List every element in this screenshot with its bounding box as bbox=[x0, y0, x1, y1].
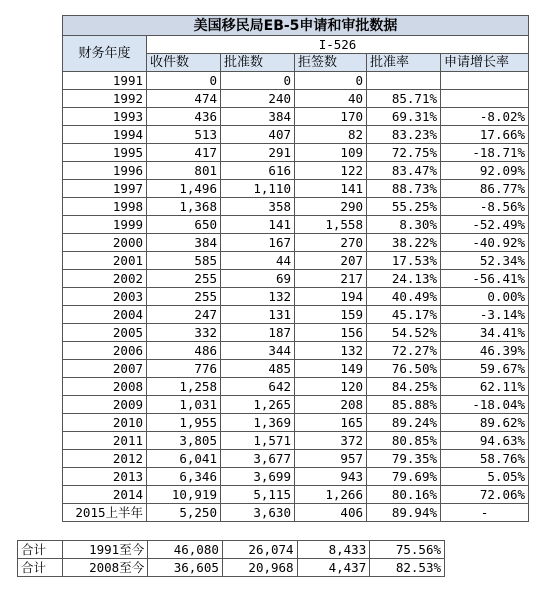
approved-cell: 141 bbox=[221, 216, 295, 234]
rate-cell: 76.50% bbox=[367, 360, 441, 378]
rate-cell: 54.52% bbox=[367, 324, 441, 342]
rate-cell: 69.31% bbox=[367, 108, 441, 126]
denied-cell: 165 bbox=[295, 414, 367, 432]
column-header-approved: 批准数 bbox=[221, 54, 295, 72]
growth-cell bbox=[441, 90, 529, 108]
table-row bbox=[63, 162, 529, 180]
rate-cell: 80.16% bbox=[367, 486, 441, 504]
approved-cell: 1,110 bbox=[221, 180, 295, 198]
rate-cell: 85.88% bbox=[367, 396, 441, 414]
table-row bbox=[63, 108, 529, 126]
rate-cell: 8.30% bbox=[367, 216, 441, 234]
growth-cell: -8.02% bbox=[441, 108, 529, 126]
rate-cell: 80.85% bbox=[367, 432, 441, 450]
approved-cell: 358 bbox=[221, 198, 295, 216]
growth-cell: 89.62% bbox=[441, 414, 529, 432]
totals-table bbox=[17, 540, 445, 577]
table-row bbox=[63, 378, 529, 396]
received-cell: 332 bbox=[147, 324, 221, 342]
denied-cell: 372 bbox=[295, 432, 367, 450]
table-row bbox=[63, 414, 529, 432]
year-cell: 1996 bbox=[63, 162, 147, 180]
denied-cell: 1,266 bbox=[295, 486, 367, 504]
denied-cell: 149 bbox=[295, 360, 367, 378]
denied-cell: 270 bbox=[295, 234, 367, 252]
totals-denied: 8,433 bbox=[297, 541, 370, 559]
fiscal-year-header: 财务年度 bbox=[63, 36, 147, 72]
approved-cell: 407 bbox=[221, 126, 295, 144]
totals-period: 1991至今 bbox=[63, 541, 148, 559]
growth-cell: -52.49% bbox=[441, 216, 529, 234]
table-row bbox=[63, 396, 529, 414]
growth-cell: 58.76% bbox=[441, 450, 529, 468]
approved-cell: 187 bbox=[221, 324, 295, 342]
denied-cell: 208 bbox=[295, 396, 367, 414]
received-cell: 474 bbox=[147, 90, 221, 108]
totals-approved: 26,074 bbox=[222, 541, 297, 559]
denied-cell: 40 bbox=[295, 90, 367, 108]
denied-cell: 290 bbox=[295, 198, 367, 216]
year-cell: 2009 bbox=[63, 396, 147, 414]
denied-cell: 207 bbox=[295, 252, 367, 270]
received-cell: 1,955 bbox=[147, 414, 221, 432]
year-cell: 1994 bbox=[63, 126, 147, 144]
denied-cell: 1,558 bbox=[295, 216, 367, 234]
approved-cell: 0 bbox=[221, 72, 295, 90]
denied-cell: 170 bbox=[295, 108, 367, 126]
received-cell: 776 bbox=[147, 360, 221, 378]
totals-approved: 20,968 bbox=[222, 559, 297, 577]
approved-cell: 3,677 bbox=[221, 450, 295, 468]
approved-cell: 5,115 bbox=[221, 486, 295, 504]
table-row bbox=[63, 306, 529, 324]
rate-cell: 83.23% bbox=[367, 126, 441, 144]
growth-cell: -18.71% bbox=[441, 144, 529, 162]
table-row bbox=[63, 468, 529, 486]
year-cell: 1992 bbox=[63, 90, 147, 108]
rate-cell bbox=[367, 72, 441, 90]
rate-cell: 83.47% bbox=[367, 162, 441, 180]
approved-cell: 131 bbox=[221, 306, 295, 324]
received-cell: 6,346 bbox=[147, 468, 221, 486]
totals-received: 46,080 bbox=[148, 541, 223, 559]
received-cell: 3,805 bbox=[147, 432, 221, 450]
approved-cell: 3,699 bbox=[221, 468, 295, 486]
growth-cell: -8.56% bbox=[441, 198, 529, 216]
table-row bbox=[63, 234, 529, 252]
year-cell: 2008 bbox=[63, 378, 147, 396]
growth-cell: 62.11% bbox=[441, 378, 529, 396]
received-cell: 1,496 bbox=[147, 180, 221, 198]
growth-cell: 52.34% bbox=[441, 252, 529, 270]
received-cell: 5,250 bbox=[147, 504, 221, 522]
rate-cell: 89.24% bbox=[367, 414, 441, 432]
approved-cell: 344 bbox=[221, 342, 295, 360]
denied-cell: 217 bbox=[295, 270, 367, 288]
received-cell: 10,919 bbox=[147, 486, 221, 504]
year-cell: 2015上半年 bbox=[63, 504, 147, 522]
table-row bbox=[63, 252, 529, 270]
totals-denied: 4,437 bbox=[297, 559, 370, 577]
approved-cell: 240 bbox=[221, 90, 295, 108]
year-cell: 1999 bbox=[63, 216, 147, 234]
growth-cell: 5.05% bbox=[441, 468, 529, 486]
received-cell: 585 bbox=[147, 252, 221, 270]
approved-cell: 1,369 bbox=[221, 414, 295, 432]
table-row bbox=[63, 450, 529, 468]
year-cell: 2001 bbox=[63, 252, 147, 270]
form-label: I-526 bbox=[147, 36, 529, 54]
table-row bbox=[63, 198, 529, 216]
growth-cell: 34.41% bbox=[441, 324, 529, 342]
received-cell: 650 bbox=[147, 216, 221, 234]
received-cell: 247 bbox=[147, 306, 221, 324]
table-row bbox=[63, 432, 529, 450]
approved-cell: 167 bbox=[221, 234, 295, 252]
approved-cell: 485 bbox=[221, 360, 295, 378]
received-cell: 1,368 bbox=[147, 198, 221, 216]
approved-cell: 384 bbox=[221, 108, 295, 126]
rate-cell: 17.53% bbox=[367, 252, 441, 270]
denied-cell: 159 bbox=[295, 306, 367, 324]
denied-cell: 0 bbox=[295, 72, 367, 90]
table-row bbox=[63, 324, 529, 342]
growth-cell: 92.09% bbox=[441, 162, 529, 180]
table-row bbox=[63, 126, 529, 144]
received-cell: 417 bbox=[147, 144, 221, 162]
year-cell: 2005 bbox=[63, 324, 147, 342]
received-cell: 0 bbox=[147, 72, 221, 90]
totals-label: 合计 bbox=[18, 541, 63, 559]
denied-cell: 943 bbox=[295, 468, 367, 486]
denied-cell: 156 bbox=[295, 324, 367, 342]
rate-cell: 79.69% bbox=[367, 468, 441, 486]
year-cell: 2004 bbox=[63, 306, 147, 324]
table-row bbox=[63, 144, 529, 162]
growth-cell: 72.06% bbox=[441, 486, 529, 504]
year-cell: 2014 bbox=[63, 486, 147, 504]
rate-cell: 85.71% bbox=[367, 90, 441, 108]
year-cell: 2011 bbox=[63, 432, 147, 450]
totals-label: 合计 bbox=[18, 559, 63, 577]
received-cell: 513 bbox=[147, 126, 221, 144]
rate-cell: 40.49% bbox=[367, 288, 441, 306]
growth-cell: 17.66% bbox=[441, 126, 529, 144]
year-cell: 1991 bbox=[63, 72, 147, 90]
column-header-denied: 拒签数 bbox=[295, 54, 367, 72]
denied-cell: 82 bbox=[295, 126, 367, 144]
year-cell: 1995 bbox=[63, 144, 147, 162]
table-row bbox=[63, 180, 529, 198]
denied-cell: 120 bbox=[295, 378, 367, 396]
received-cell: 801 bbox=[147, 162, 221, 180]
denied-cell: 194 bbox=[295, 288, 367, 306]
rate-cell: 79.35% bbox=[367, 450, 441, 468]
eb5-data-table bbox=[62, 15, 529, 522]
growth-cell: -3.14% bbox=[441, 306, 529, 324]
growth-cell: 94.63% bbox=[441, 432, 529, 450]
totals-rate: 82.53% bbox=[370, 559, 445, 577]
growth-cell: 46.39% bbox=[441, 342, 529, 360]
rate-cell: 72.27% bbox=[367, 342, 441, 360]
rate-cell: 38.22% bbox=[367, 234, 441, 252]
table-row bbox=[63, 72, 529, 90]
rate-cell: 84.25% bbox=[367, 378, 441, 396]
growth-cell: 0.00% bbox=[441, 288, 529, 306]
approved-cell: 616 bbox=[221, 162, 295, 180]
received-cell: 1,258 bbox=[147, 378, 221, 396]
rate-cell: 24.13% bbox=[367, 270, 441, 288]
denied-cell: 122 bbox=[295, 162, 367, 180]
growth-cell: - bbox=[441, 504, 529, 522]
rate-cell: 88.73% bbox=[367, 180, 441, 198]
approved-cell: 132 bbox=[221, 288, 295, 306]
year-cell: 2000 bbox=[63, 234, 147, 252]
table-row bbox=[63, 342, 529, 360]
denied-cell: 109 bbox=[295, 144, 367, 162]
table-row bbox=[63, 360, 529, 378]
table-title: 美国移民局EB-5申请和审批数据 bbox=[63, 16, 529, 36]
approved-cell: 1,265 bbox=[221, 396, 295, 414]
denied-cell: 141 bbox=[295, 180, 367, 198]
year-cell: 1997 bbox=[63, 180, 147, 198]
approved-cell: 44 bbox=[221, 252, 295, 270]
year-cell: 2003 bbox=[63, 288, 147, 306]
table-row bbox=[63, 486, 529, 504]
growth-cell: -56.41% bbox=[441, 270, 529, 288]
denied-cell: 132 bbox=[295, 342, 367, 360]
approved-cell: 291 bbox=[221, 144, 295, 162]
year-cell: 2006 bbox=[63, 342, 147, 360]
received-cell: 1,031 bbox=[147, 396, 221, 414]
denied-cell: 406 bbox=[295, 504, 367, 522]
table-row bbox=[63, 216, 529, 234]
table-row bbox=[63, 504, 529, 522]
totals-rate: 75.56% bbox=[370, 541, 445, 559]
rate-cell: 55.25% bbox=[367, 198, 441, 216]
received-cell: 486 bbox=[147, 342, 221, 360]
column-header-received: 收件数 bbox=[147, 54, 221, 72]
rate-cell: 89.94% bbox=[367, 504, 441, 522]
approved-cell: 1,571 bbox=[221, 432, 295, 450]
approved-cell: 69 bbox=[221, 270, 295, 288]
growth-cell: 86.77% bbox=[441, 180, 529, 198]
totals-period: 2008至今 bbox=[63, 559, 148, 577]
totals-row bbox=[18, 559, 445, 577]
growth-cell: -18.04% bbox=[441, 396, 529, 414]
growth-cell bbox=[441, 72, 529, 90]
growth-cell: -40.92% bbox=[441, 234, 529, 252]
approved-cell: 642 bbox=[221, 378, 295, 396]
year-cell: 1998 bbox=[63, 198, 147, 216]
year-cell: 1993 bbox=[63, 108, 147, 126]
year-cell: 2002 bbox=[63, 270, 147, 288]
year-cell: 2012 bbox=[63, 450, 147, 468]
received-cell: 255 bbox=[147, 270, 221, 288]
received-cell: 384 bbox=[147, 234, 221, 252]
totals-received: 36,605 bbox=[148, 559, 223, 577]
column-header-growth: 申请增长率 bbox=[441, 54, 529, 72]
growth-cell: 59.67% bbox=[441, 360, 529, 378]
table-row bbox=[63, 270, 529, 288]
year-cell: 2013 bbox=[63, 468, 147, 486]
table-row bbox=[63, 90, 529, 108]
table-row bbox=[63, 288, 529, 306]
approved-cell: 3,630 bbox=[221, 504, 295, 522]
rate-cell: 45.17% bbox=[367, 306, 441, 324]
received-cell: 255 bbox=[147, 288, 221, 306]
column-header-rate: 批准率 bbox=[367, 54, 441, 72]
totals-row bbox=[18, 541, 445, 559]
denied-cell: 957 bbox=[295, 450, 367, 468]
received-cell: 6,041 bbox=[147, 450, 221, 468]
received-cell: 436 bbox=[147, 108, 221, 126]
year-cell: 2007 bbox=[63, 360, 147, 378]
year-cell: 2010 bbox=[63, 414, 147, 432]
rate-cell: 72.75% bbox=[367, 144, 441, 162]
